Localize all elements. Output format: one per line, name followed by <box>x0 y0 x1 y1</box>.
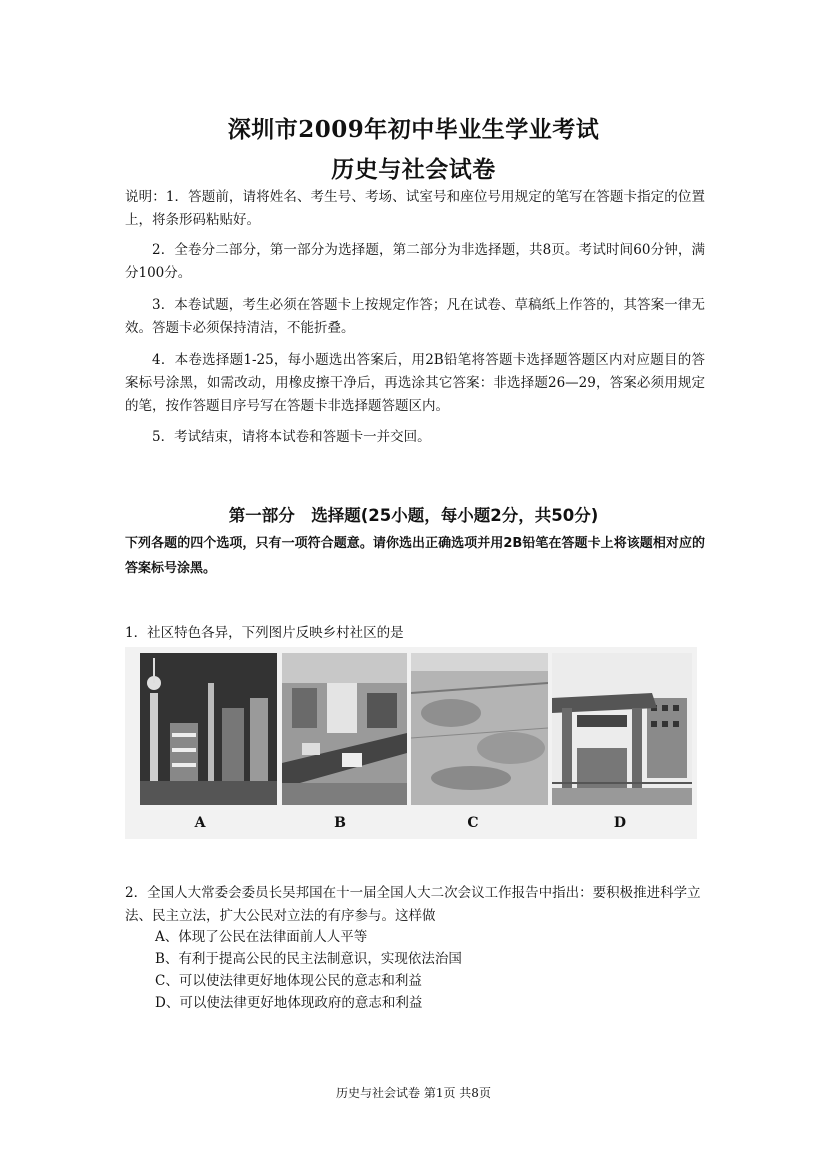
instruction-5: 5．考试结束，请将本试卷和答题卡一并交回。 <box>152 429 431 445</box>
instruction-4: 4．本卷选择题1-25，每小题选出答案后，用2B铅笔将答题卡选择题答题区内对应题目的答案标号涂黑，如需改动，用橡皮擦干净后，再选涂其它答案：非选择题26—29，答案必须用规定的笔，按作答题目序号写在答题卡非选择题答题区内。 <box>125 352 705 414</box>
picture-a-city-skyline <box>140 653 277 805</box>
question-2-stem: 2．全国人大常委会委员长吴邦国在十一届全国人大二次会议工作报告中指出：要积极推进科学立法、民主立法，扩大公民对立法的有序参与。这样做 <box>125 885 701 924</box>
picture-b-urban-view <box>282 653 407 805</box>
picture-c-farmland <box>411 653 548 805</box>
question-1-images <box>125 647 697 839</box>
question-2-option-a: A、体现了公民在法律面前人人平等 <box>155 929 368 945</box>
section-heading: 第一部分 选择题(25小题，每小题2分，共50分) <box>228 506 599 525</box>
question-1-stem: 1．社区特色各异，下列图片反映乡村社区的是 <box>125 625 404 641</box>
question-2-option-b: B、有利于提高公民的民主法制意识，实现依法治国 <box>155 951 462 967</box>
question-2-option-d: D、可以使法律更好地体现政府的意志和利益 <box>155 995 423 1011</box>
instruction-1: 说明：1．答题前，请将姓名、考生号、考场、试室号和座位号用规定的笔写在答题卡指定的位置上，将条形码粘贴好。 <box>125 189 705 228</box>
picture-label-c: C <box>467 815 479 831</box>
exam-title: 深圳市2009年初中毕业生学业考试 <box>227 116 600 143</box>
exam-subtitle: 历史与社会试卷 <box>331 156 496 183</box>
instruction-3: 3．本卷试题，考生必须在答题卡上按规定作答；凡在试卷、草稿纸上作答的，其答案一律无效。答题卡必须保持清洁，不能折叠。 <box>125 297 705 336</box>
instruction-2: 2．全卷分二部分，第一部分为选择题，第二部分为非选择题，共8页。考试时间60分钟，满分100分。 <box>125 242 705 281</box>
picture-d-village-gate <box>552 653 692 805</box>
picture-label-d: D <box>613 815 627 831</box>
page-footer: 历史与社会试卷 第1页 共8页 <box>336 1086 491 1100</box>
question-2-option-c: C、可以使法律更好地体现公民的意志和利益 <box>155 973 422 989</box>
section-intro: 下列各题的四个选项，只有一项符合题意。请你选出正确选项并用2B铅笔在答题卡上将该题相对应的答案标号涂黑。 <box>125 536 705 576</box>
picture-label-b: B <box>334 815 346 831</box>
picture-label-a: A <box>194 815 206 831</box>
